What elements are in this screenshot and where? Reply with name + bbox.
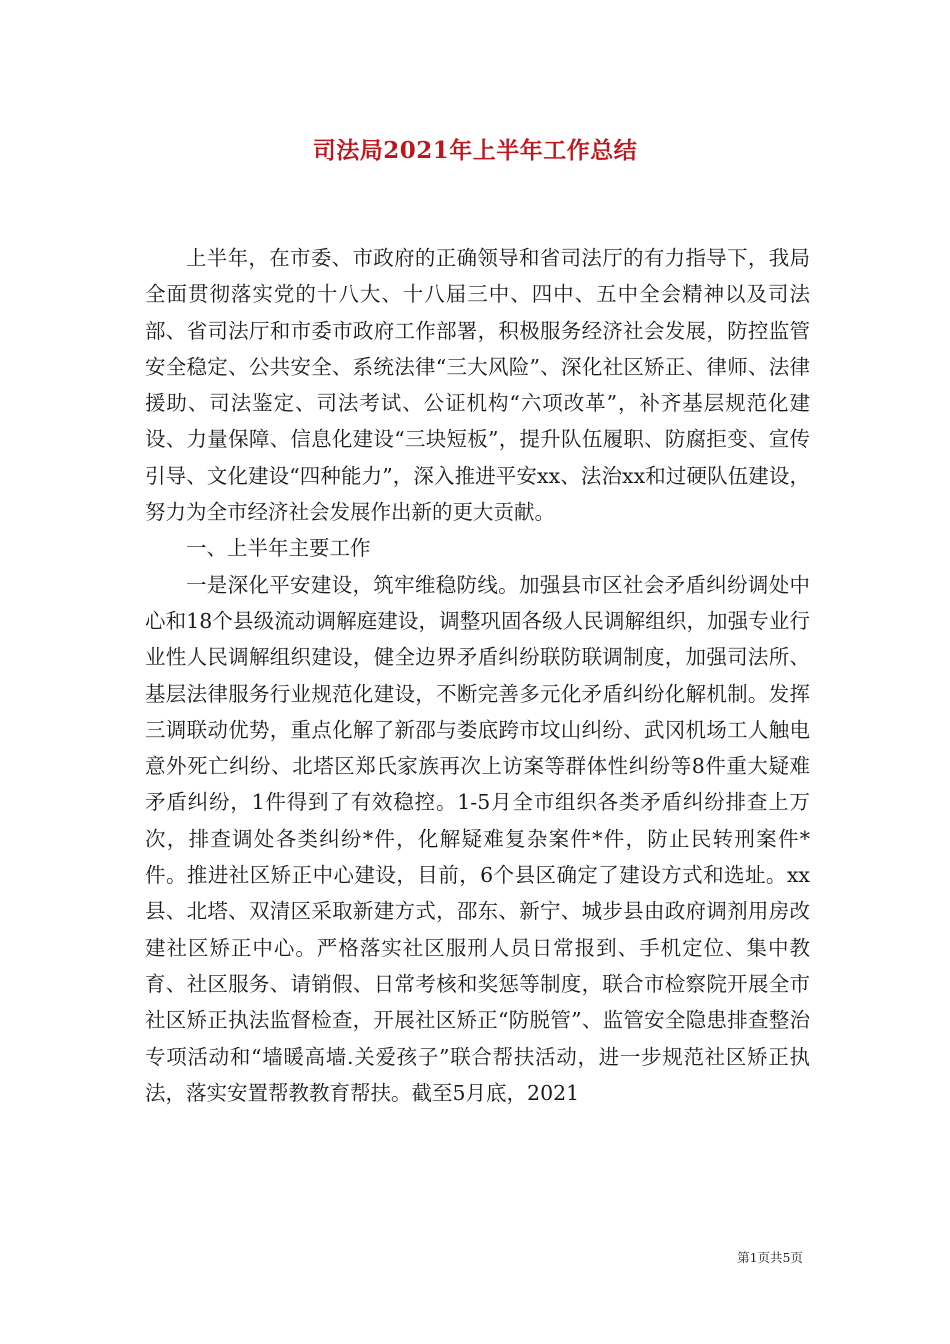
- page-footer: 第1页共5页: [737, 1250, 803, 1265]
- page-title: 司法局2021年上半年工作总结: [312, 137, 638, 164]
- document-body: [145, 240, 810, 1111]
- work-paragraph-1: 一是深化平安建设，筑牢维稳防线。加强县市区社会矛盾纠纷调处中心和18个县级流动调解庭建设，调整巩固各级人民调解组织，加强专业行业性人民调解组织建设，健全边界矛盾纠纷联防联调制度，加强司法所、基层法律服务行业规范化建设，不断完善多元化矛盾纠纷化解机制。发挥三调联动优势，重点化解了新邵与娄底跨市坟山纠纷、武冈机场工人触电意外死亡纠纷、北塔区郑氏家族再次上访案等群体性纠纷等8件重大疑难矛盾纠纷，1件得到了有效稳控。1-5月全市组织各类矛盾纠纷排查上万次，排查调处各类纠纷*件，化解疑难复杂案件*件，防止民转刑案件*件。推进社区矫正中心建设，目前，6个县区确定了建设方式和选址。xx县、北塔、双清区采取新建方式，邵东、新宁、城步县由政府调剂用房改建社区矫正中心。严格落实社区服刑人员日常报到、手机定位、集中教育、社区服务、请销假、日常考核和奖惩等制度，联合市检察院开展全市社区矫正执法监督检查，开展社区矫正“防脱管”、监管安全隐患排查整治专项活动和“墙暖高墙.关爱孩子”联合帮扶活动，进一步规范社区矫正执法，落实安置帮教教育帮扶。截至5月底，2021: [145, 572, 810, 1105]
- intro-paragraph: 上半年，在市委、市政府的正确领导和省司法厅的有力指导下，我局全面贯彻落实党的十八大、十八届三中、四中、五中全会精神以及司法部、省司法厅和市委市政府工作部署，积极服务经济社会发展，防控监管安全稳定、公共安全、系统法律“三大风险”、深化社区矫正、律师、法律援助、司法鉴定、司法考试、公证机构“六项改革”，补齐基层规范化建设、力量保障、信息化建设“三块短板”，提升队伍履职、防腐拒变、宣传引导、文化建设“四种能力”，深入推进平安xx、法治xx和过硬队伍建设，努力为全市经济社会发展作出新的更大贡献。: [145, 246, 810, 525]
- section-heading: 一、上半年主要工作: [186, 536, 371, 561]
